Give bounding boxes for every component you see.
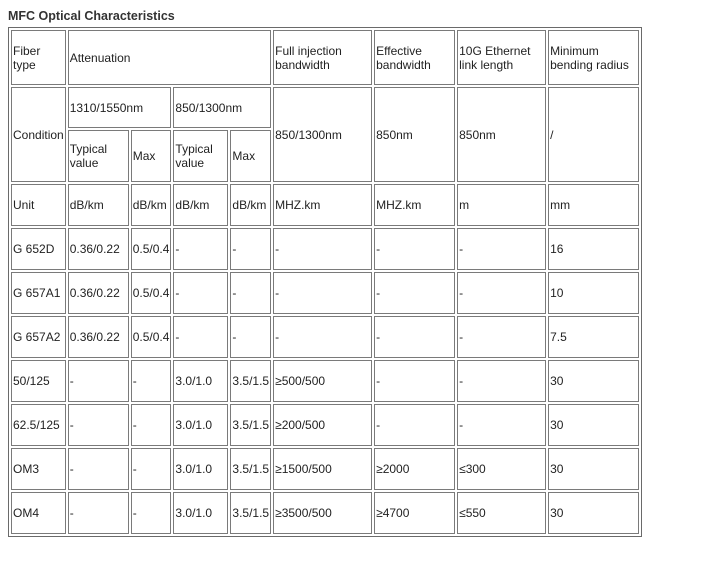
table-cell: -	[68, 492, 129, 534]
fiber-type-cell: 50/125	[11, 360, 66, 402]
fiber-type-cell: G 657A1	[11, 272, 66, 314]
table-cell: -	[131, 360, 172, 402]
table-cell: -	[68, 448, 129, 490]
table-cell: 0.36/0.22	[68, 272, 129, 314]
table-cell: ≥200/500	[273, 404, 372, 446]
table-cell: 30	[548, 448, 639, 490]
unit-row	[11, 184, 639, 226]
table-cell: 0.5/0.4	[131, 316, 172, 358]
table-cell: -	[131, 448, 172, 490]
table-row	[11, 448, 639, 490]
table-cell: 3.5/1.5	[230, 360, 271, 402]
condition-effective: 850nm	[374, 87, 455, 182]
table-cell: 30	[548, 360, 639, 402]
table-cell: 3.0/1.0	[173, 360, 228, 402]
table-cell: 3.0/1.0	[173, 404, 228, 446]
unit-cell: dB/km	[68, 184, 129, 226]
table-cell: -	[374, 404, 455, 446]
table-cell: ≥3500/500	[273, 492, 372, 534]
table-cell: -	[68, 404, 129, 446]
table-cell: 3.0/1.0	[173, 448, 228, 490]
table-cell: -	[457, 272, 546, 314]
fiber-type-cell: G 652D	[11, 228, 66, 270]
table-cell: -	[68, 360, 129, 402]
table-cell: 3.5/1.5	[230, 404, 271, 446]
table-cell: -	[131, 492, 172, 534]
condition-label: Condition	[11, 87, 66, 182]
header-full-injection-bandwidth: Full injection bandwidth	[273, 30, 372, 85]
table-cell: -	[230, 316, 271, 358]
table-row	[11, 492, 639, 534]
table-cell: -	[457, 228, 546, 270]
table-cell: -	[273, 272, 372, 314]
fiber-type-cell: OM3	[11, 448, 66, 490]
table-cell: -	[374, 360, 455, 402]
condition-bending: /	[548, 87, 639, 182]
table-row	[11, 404, 639, 446]
table-cell: ≤300	[457, 448, 546, 490]
unit-label: Unit	[11, 184, 66, 226]
table-cell: -	[131, 404, 172, 446]
table-cell: 16	[548, 228, 639, 270]
table-row	[11, 360, 639, 402]
unit-cell: MHZ.km	[273, 184, 372, 226]
table-cell: -	[173, 272, 228, 314]
table-cell: 10	[548, 272, 639, 314]
unit-cell: m	[457, 184, 546, 226]
table-cell: -	[374, 228, 455, 270]
fiber-type-cell: OM4	[11, 492, 66, 534]
table-cell: ≥500/500	[273, 360, 372, 402]
table-cell: -	[230, 228, 271, 270]
table-cell: 3.5/1.5	[230, 448, 271, 490]
header-effective-bandwidth: Effective bandwidth	[374, 30, 455, 85]
table-row	[11, 272, 639, 314]
table-cell: -	[230, 272, 271, 314]
condition-ethernet: 850nm	[457, 87, 546, 182]
table-cell: 3.0/1.0	[173, 492, 228, 534]
table-cell: -	[273, 316, 372, 358]
table-cell: -	[173, 316, 228, 358]
fiber-type-cell: 62.5/125	[11, 404, 66, 446]
table-cell: 30	[548, 492, 639, 534]
table-cell: 30	[548, 404, 639, 446]
table-cell: 0.5/0.4	[131, 272, 172, 314]
table-cell: 0.36/0.22	[68, 316, 129, 358]
table-cell: -	[457, 316, 546, 358]
unit-cell: MHZ.km	[374, 184, 455, 226]
table-cell: 7.5	[548, 316, 639, 358]
condition-max-2: Max	[230, 130, 271, 182]
table-cell: ≥2000	[374, 448, 455, 490]
table-cell: 0.5/0.4	[131, 228, 172, 270]
table-cell: ≥1500/500	[273, 448, 372, 490]
optical-characteristics-table	[8, 27, 642, 537]
table-cell: ≤550	[457, 492, 546, 534]
header-row	[11, 30, 639, 85]
unit-cell: dB/km	[131, 184, 172, 226]
table-row	[11, 316, 639, 358]
condition-row	[11, 87, 639, 128]
table-cell: -	[374, 272, 455, 314]
condition-full-injection: 850/1300nm	[273, 87, 372, 182]
table-cell: 0.36/0.22	[68, 228, 129, 270]
table-cell: 3.5/1.5	[230, 492, 271, 534]
table-cell: -	[374, 316, 455, 358]
header-fiber-type: Fiber type	[11, 30, 66, 85]
table-cell: -	[273, 228, 372, 270]
condition-max-1: Max	[131, 130, 172, 182]
table-cell: -	[457, 404, 546, 446]
table-cell: -	[173, 228, 228, 270]
condition-band-1310-1550: 1310/1550nm	[68, 87, 172, 128]
header-minimum-bending-radius: Minimum bending radius	[548, 30, 639, 85]
page-title: MFC Optical Characteristics	[8, 9, 175, 23]
table-row	[11, 228, 639, 270]
fiber-type-cell: G 657A2	[11, 316, 66, 358]
table-cell: -	[457, 360, 546, 402]
unit-cell: dB/km	[173, 184, 228, 226]
condition-band-850-1300: 850/1300nm	[173, 87, 271, 128]
header-ethernet-link-length: 10G Ethernet link length	[457, 30, 546, 85]
unit-cell: dB/km	[230, 184, 271, 226]
condition-typical-value-2: Typical value	[173, 130, 228, 182]
table-cell: ≥4700	[374, 492, 455, 534]
condition-typical-value-1: Typical value	[68, 130, 129, 182]
header-attenuation: Attenuation	[68, 30, 271, 85]
unit-cell: mm	[548, 184, 639, 226]
